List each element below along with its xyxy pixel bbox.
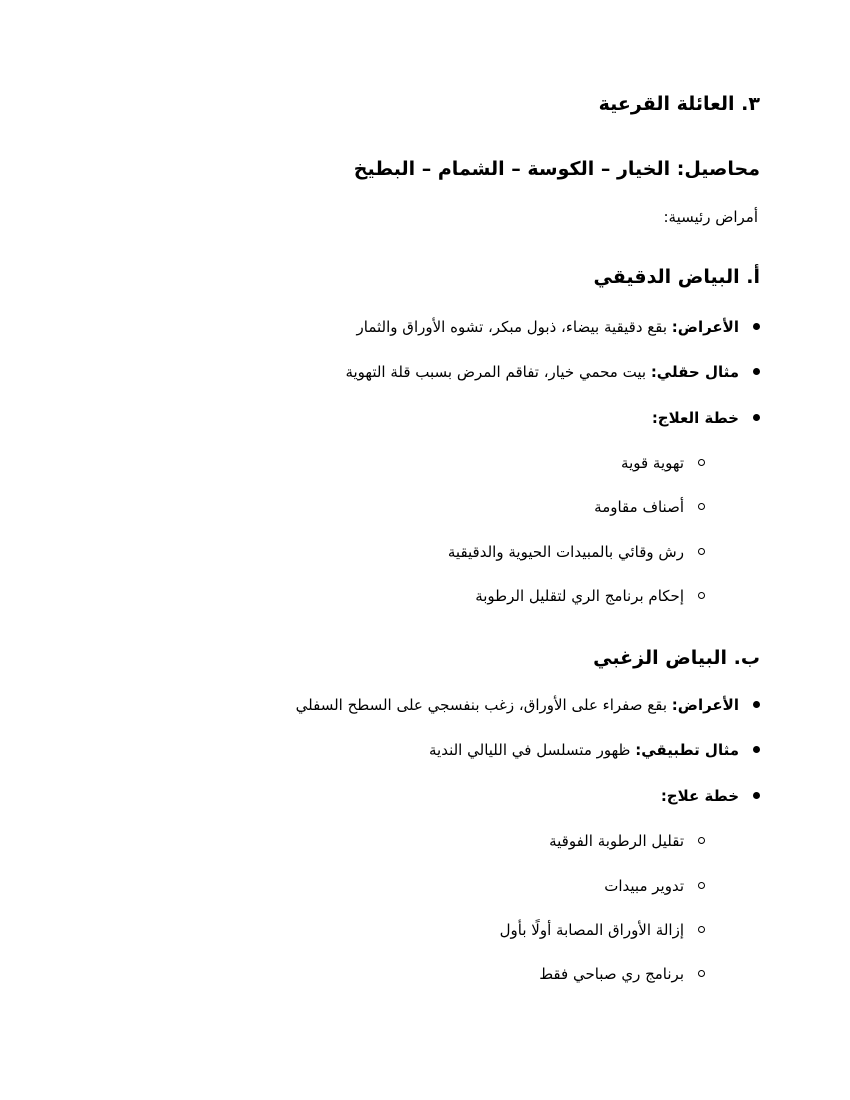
hollow-bullet-icon <box>698 970 705 977</box>
disease-a-title: أ. البياض الدقيقي <box>593 266 760 288</box>
bullet-dot-icon <box>753 323 760 330</box>
symptoms-label: الأعراض: <box>671 318 739 336</box>
disease-a-field-example <box>345 363 760 381</box>
disease-b-applied-example <box>429 741 760 759</box>
list-item: أصناف مقاومة <box>594 498 705 516</box>
list-item: برنامج ري صباحي فقط <box>539 965 705 983</box>
hollow-bullet-icon <box>698 837 705 844</box>
hollow-bullet-icon <box>698 592 705 599</box>
bullet-dot-icon <box>753 368 760 375</box>
list-item: رش وقائي بالمبيدات الحيوية والدقيقية <box>448 543 705 561</box>
disease-b-treatment <box>661 787 760 805</box>
list-item: تدوير مبيدات <box>604 877 705 895</box>
applied-example-label: مثال تطبيقي: <box>635 741 739 759</box>
hollow-bullet-icon <box>698 503 705 510</box>
bullet-dot-icon <box>753 701 760 708</box>
main-diseases-label: أمراض رئيسية: <box>663 208 758 226</box>
bullet-dot-icon <box>753 746 760 753</box>
symptoms-label: الأعراض: <box>671 696 739 714</box>
disease-a-symptoms <box>357 318 760 336</box>
field-example-label: مثال حقلي: <box>650 363 739 381</box>
list-item: تهوية قوية <box>621 454 705 472</box>
symptoms-text: بقع صفراء على الأوراق، زغب بنفسجي على السطح السفلي <box>295 696 672 714</box>
hollow-bullet-icon <box>698 459 705 466</box>
list-item: تقليل الرطوبة الفوقية <box>549 832 705 850</box>
bullet-dot-icon <box>753 792 760 799</box>
field-example-text: بيت محمي خيار، تفاقم المرض بسبب قلة التهوية <box>345 363 651 381</box>
hollow-bullet-icon <box>698 926 705 933</box>
disease-a-treatment <box>652 409 760 427</box>
section-title: ٣. العائلة القرعية <box>598 93 760 115</box>
disease-b-title: ب. البياض الزغبي <box>593 647 760 669</box>
symptoms-text: بقع دقيقية بيضاء، ذبول مبكر، تشوه الأوراق والثمار <box>356 318 672 336</box>
list-item: إزالة الأوراق المصابة أولًا بأول <box>500 921 705 939</box>
treatment-label: خطة علاج: <box>660 787 739 805</box>
hollow-bullet-icon <box>698 548 705 555</box>
bullet-dot-icon <box>753 414 760 421</box>
treatment-label: خطة العلاج: <box>651 409 739 427</box>
disease-b-symptoms <box>296 696 760 714</box>
crops-line: محاصيل: الخيار – الكوسة – الشمام – البطيخ <box>353 158 760 180</box>
list-item: إحكام برنامج الري لتقليل الرطوبة <box>475 587 705 605</box>
applied-example-text: ظهور متسلسل في الليالي الندية <box>429 741 636 759</box>
hollow-bullet-icon <box>698 882 705 889</box>
